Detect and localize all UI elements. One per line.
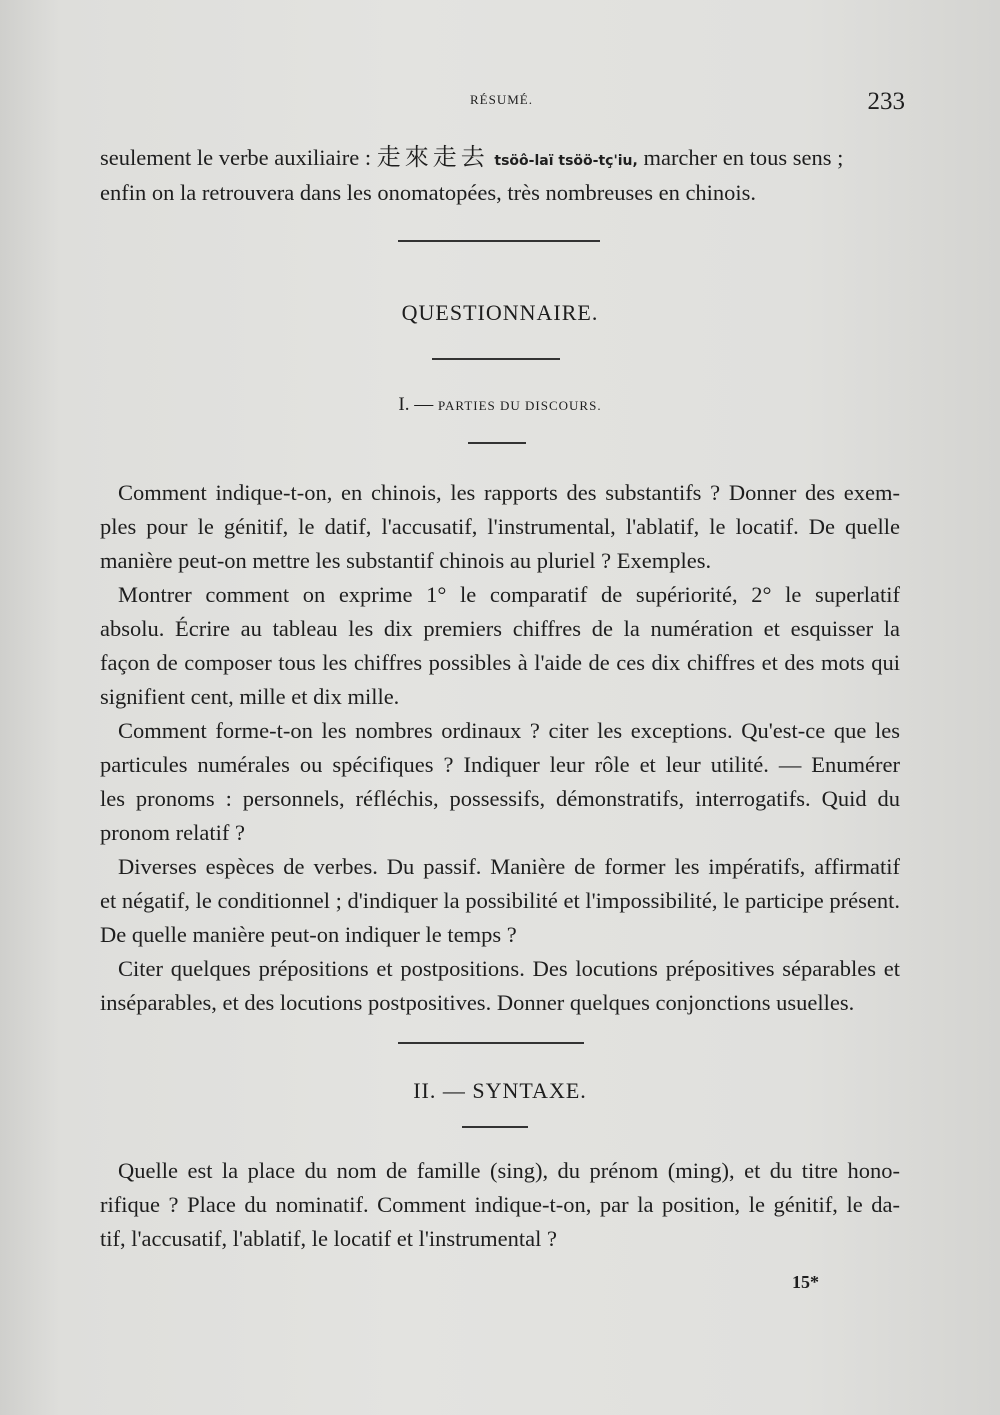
body-line: Quelle est la place du nom de famille (sing), du prénom (ming), et du titre hono-: [118, 1158, 900, 1183]
page-header: [0, 88, 1000, 122]
intro-text-b: marcher en tous sens ;: [643, 145, 844, 170]
body-line: les pronoms : personnels, réfléchis, possessifs, démonstratifs, interrogatifs. Quid du: [100, 786, 900, 811]
body-line: Diverses espèces de verbes. Du passif. Manière de former les impératifs, affirmatif: [118, 854, 900, 879]
body-line: particules numérales ou spécifiques ? Indiquer leur rôle et leur utilité. — Enumérer: [100, 752, 900, 777]
divider-rule: [468, 442, 526, 444]
signature-mark: 15*: [792, 1272, 819, 1292]
divider-rule: [462, 1126, 528, 1128]
section-number: I. —: [398, 394, 434, 415]
body-line: pronom relatif ?: [100, 820, 245, 845]
body-line: et négatif, le conditionnel ; d'indiquer la possibilité et l'impossibilité, le participe présent.: [100, 888, 900, 913]
body-line: rifique ? Place du nominatif. Comment indique-t-on, par la position, le génitif, le da-: [100, 1192, 900, 1217]
syntaxe-heading: II. — SYNTAXE.: [413, 1078, 587, 1103]
body-line: absolu. Écrire au tableau les dix premiers chiffres de la numération et esquisser la: [100, 616, 900, 641]
divider-rule: [398, 240, 600, 242]
section-title: PARTIES DU DISCOURS.: [438, 398, 602, 413]
body-line: inséparables, et des locutions postpositives. Donner quelques conjonctions usuelles.: [100, 990, 855, 1015]
divider-rule: [432, 358, 560, 360]
body-line: ples pour le génitif, le datif, l'accusatif, l'instrumental, l'ablatif, le locatif. De quelle: [100, 514, 900, 539]
page-number: 233: [867, 88, 905, 115]
intro-line-2: enfin on la retrouvera dans les onomatopées, très nombreuses en chinois.: [100, 180, 757, 205]
chinese-characters: 走來走去: [376, 143, 489, 171]
divider-rule: [398, 1042, 584, 1044]
body-line: Montrer comment on exprime 1° le comparatif de supériorité, 2° le superlatif: [118, 582, 900, 607]
body-line: tif, l'accusatif, l'ablatif, le locatif et l'instrumental ?: [100, 1226, 557, 1251]
intro-text-a: seulement le verbe auxiliaire :: [100, 145, 372, 170]
questionnaire-heading: QUESTIONNAIRE.: [401, 300, 599, 325]
intro-line-1: [100, 145, 900, 170]
body-line: De quelle manière peut-on indiquer le temps ?: [100, 922, 517, 947]
body-line: signifient cent, mille et dix mille.: [100, 684, 400, 709]
body-line: Citer quelques prépositions et postpositions. Des locutions prépositives séparables et: [118, 956, 900, 981]
body-line: manière peut-on mettre les substantif chinois au pluriel ? Exemples.: [100, 548, 712, 573]
body-line: façon de composer tous les chiffres possibles à l'aide de ces dix chiffres et des mots qui: [100, 650, 900, 675]
running-title: RÉSUMÉ.: [470, 92, 533, 107]
body-line: Comment forme-t-on les nombres ordinaux ? citer les exceptions. Qu'est-ce que les: [118, 718, 900, 743]
body-line: Comment indique-t-on, en chinois, les rapports des substantifs ? Donner des exem-: [118, 480, 900, 505]
section-heading-parties: [0, 395, 1000, 414]
romanization: tsöô-laï tsöö-tç'iu,: [494, 153, 638, 169]
